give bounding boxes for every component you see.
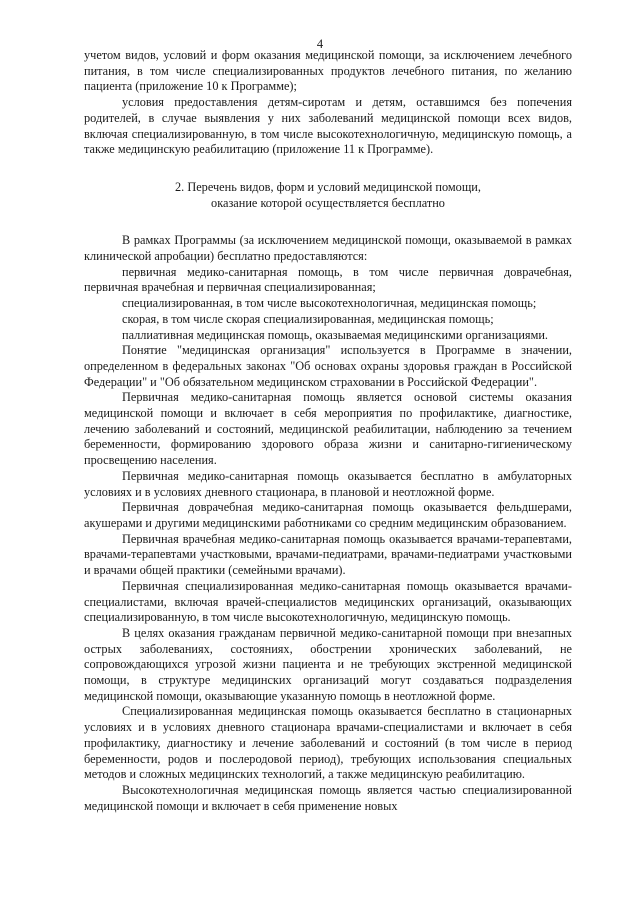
- section-heading-line-2: оказание которой осуществляется бесплатно: [211, 195, 445, 210]
- paragraph-primary-care-basis: Первичная медико-санитарная помощь является основой системы оказания медицинской помощи и включает в себя мероприятия по профилактике, диагностике, лечению заболеваний и состояний, медицинской реабилитации, наблюдению за течением беременности, формированию здорового образа жизни и санитарно-гигиеническому просвещению населения.: [84, 390, 572, 468]
- section-heading: [84, 180, 572, 211]
- paragraph-orphans-care: условия предоставления детям-сиротам и детям, оставшимся без попечения родителей, в случае выявления у них заболеваний медицинской помощи всех видов, включая специализированную, в том числе высокотехнологичную, медицинскую помощь, а также медицинскую реабилитацию (приложение 11 к Программе).: [84, 95, 572, 157]
- paragraph-physician-care: Первичная врачебная медико-санитарная помощь оказывается врачами-терапевтами, врачами-терапевтами участковыми, врачами-педиатрами, врачами-педиатрами участковыми и врачами общей практики (семейными врачами).: [84, 531, 572, 578]
- paragraph-continuation: учетом видов, условий и форм оказания медицинской помощи, за исключением лечебного питания, в том числе специализированных продуктов лечебного питания, по желанию пациента (приложение 10 к Программе);: [84, 48, 572, 94]
- paragraph-specialized-care: Специализированная медицинская помощь оказывается бесплатно в стационарных условиях и в условиях дневного стационара врачами-специалистами и включает в себя профилактику, диагностику и лечение заболеваний и состояний (в том числе в период беременности, родов и послеродовой период), требующих использования специальных методов и сложных медицинских технологий, а также медицинскую реабилитацию.: [84, 704, 572, 782]
- paragraph-program-intro: В рамках Программы (за исключением медицинской помощи, оказываемой в рамках клинической апробации) бесплатно предоставляются:: [84, 233, 572, 264]
- section-heading-line-1: 2. Перечень видов, форм и условий медицинской помощи,: [175, 179, 481, 194]
- paragraph-pre-physician-care: Первичная доврачебная медико-санитарная помощь оказывается фельдшерами, акушерами и другими медицинскими работниками со средним медицинским образованием.: [84, 500, 572, 530]
- list-item-primary-care: первичная медико-санитарная помощь, в том числе первичная доврачебная, первичная врачебная и первичная специализированная;: [84, 264, 572, 295]
- page-number: 4: [316, 37, 324, 51]
- document-body: [84, 48, 572, 814]
- list-item-emergency-care: скорая, в том числе скорая специализированная, медицинская помощь;: [122, 311, 494, 326]
- paragraph-urgent-care-units: В целях оказания гражданам первичной медико-санитарной помощи при внезапных острых заболеваниях, состояниях, обострении хронических заболеваний, не сопровождающихся угрозой жизни пациента и не требующих экстренной медицинской помощи, в структуре медицинских организаций могут создаваться подразделения медицинской помощи, оказывающие указанную помощь в неотложной форме.: [84, 625, 572, 703]
- list-item-specialized-care: специализированная, в том числе высокотехнологичная, медицинская помощь;: [122, 296, 537, 311]
- paragraph-medical-organization-definition: Понятие "медицинская организация" используется в Программе в значении, определенном в федеральных законах "Об основах охраны здоровья граждан в Российской Федерации" и "Об обязательном медицинском страховании в Российской Федерации".: [84, 343, 572, 389]
- list-item-palliative-care: паллиативная медицинская помощь, оказываемая медицинскими организациями.: [122, 327, 549, 342]
- paragraph-specialist-primary-care: Первичная специализированная медико-санитарная помощь оказывается врачами-специалистами, включая врачей-специалистов медицинских организаций, оказывающих специализированную, в том числе высокотехнологичную, медицинскую помощь.: [84, 578, 572, 625]
- paragraph-high-tech-care: Высокотехнологичная медицинская помощь является частью специализированной медицинской помощи и включает в себя применение новых: [84, 782, 572, 813]
- paragraph-primary-care-conditions: Первичная медико-санитарная помощь оказывается бесплатно в амбулаторных условиях и в условиях дневного стационара, в плановой и неотложной форме.: [84, 468, 572, 499]
